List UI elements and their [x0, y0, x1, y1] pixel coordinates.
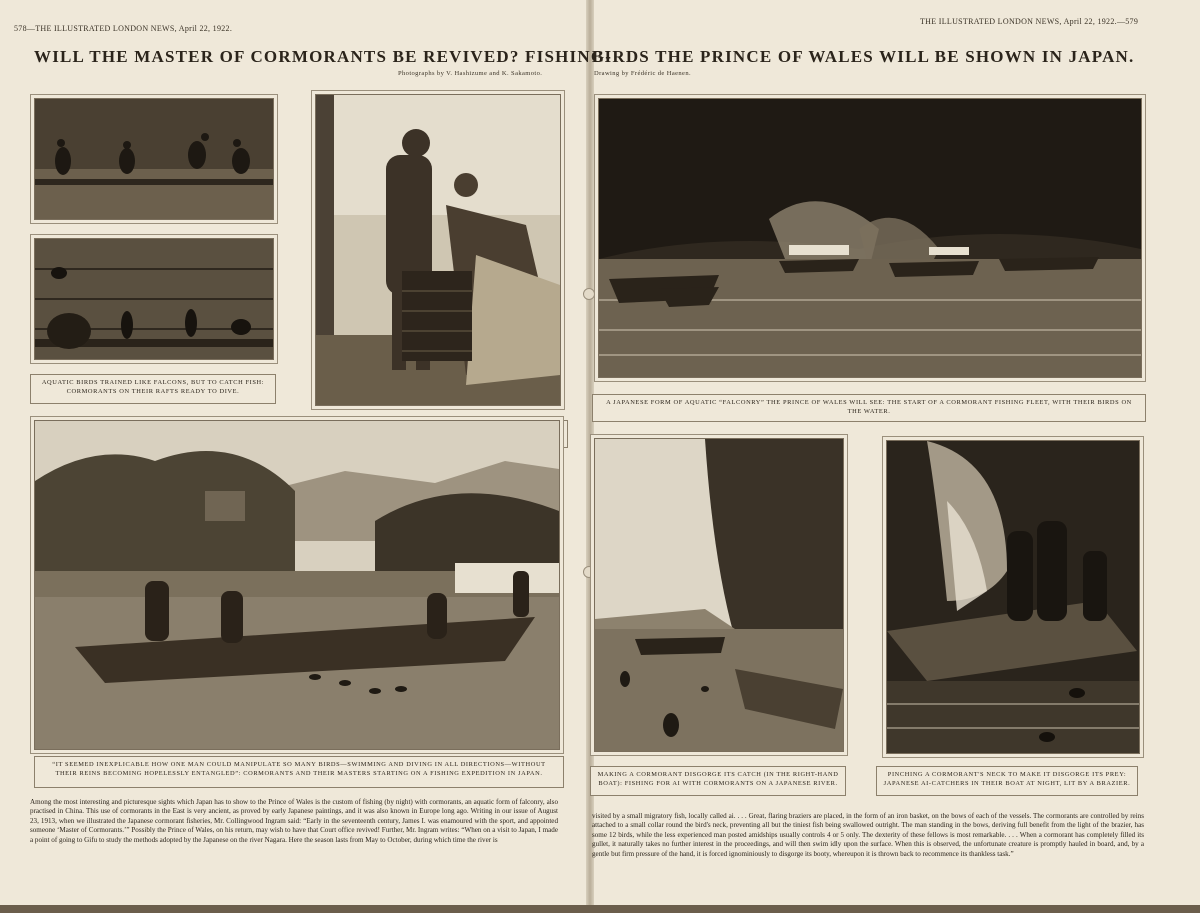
left-folio: 578—THE ILLUSTRATED LONDON NEWS, April 22, 1922. — [14, 24, 233, 33]
photo-disgorge-catch — [594, 438, 844, 752]
right-body-text: visited by a small migratory fish, locally called ai. . . . Great, flaring braziers are placed, in the form of an iron basket, on the bows of each of the vessels. The cormorants are controlled by reins attached to a small collar round the bird's neck, preventing all but the tiniest fish being swallowed outright. The man standing in the bows, deriving full benefit from the light of the brazier, has some 12 birds, while the less experienced man posted amidships usually controls 4 or 5 only. The dexterity of these fellows is most remarkable. . . . When a cormorant has completely filled its gullet, it naturally takes no further interest in the proceedings, and will then swim idly upon the surface. When this is observed, the unfortunate creature is promptly hauled in board, and, by a gentle but firm pressure of the hand, it is forced ignominiously to disgorge its booty, whereupon it is thrown back to recommence its thankless task.” — [592, 812, 1144, 858]
photo-pinching-cormorant-night — [886, 440, 1140, 754]
caption-inexplicable: “IT SEEMED INEXPLICABLE HOW ONE MAN COULD MANIPULATE SO MANY BIRDS—SWIMMING AND DIVING IN ALL DIRECTIONS—WITHOUT THEIR REINS BECOMING HOPELESSLY ENTANGLED”: CORMORANTS AND THEIR MASTERS STARTING ON A FISHING EXPEDITION IN JAPAN. — [34, 756, 564, 788]
right-headline: BIRDS THE PRINCE OF WALES WILL BE SHOWN IN JAPAN. — [592, 47, 1135, 66]
caption-rafts: AQUATIC BIRDS TRAINED LIKE FALCONS, BUT TO CATCH FISH: CORMORANTS ON THEIR RAFTS READY TO DIVE. — [30, 374, 276, 404]
caption-fleet: A JAPANESE FORM OF AQUATIC “FALCONRY” THE PRINCE OF WALES WILL SEE: THE START OF A CORMORANT FISHING FLEET, WITH THEIR BIRDS ON THE WATER. — [592, 394, 1146, 422]
photo-cormorants-on-rafts-top — [34, 98, 274, 220]
binding-stitch — [583, 288, 595, 300]
photo-cormorants-on-rafts-bottom — [34, 238, 274, 360]
left-headline: WILL THE MASTER OF CORMORANTS BE REVIVED? FISHING- — [34, 47, 613, 66]
caption-pinching: PINCHING A CORMORANT'S NECK TO MAKE IT DISGORGE ITS PREY: JAPANESE AI-CATCHERS IN THEIR BOAT AT NIGHT, LIT BY A BRAZIER. — [876, 766, 1138, 796]
drawing-credit: Drawing by Frédéric de Haenen. — [594, 70, 692, 77]
page-bottom-edge — [0, 905, 1200, 913]
photo-harnessing-cormorant — [315, 94, 561, 406]
left-body-text: Among the most interesting and picturesque sights which Japan has to show to the Prince of Wales is the custom of fishing (by night) with cormorants, an aquatic form of falconry, also practised in China. This use of cormorants in the East is very ancient, as proved by early Japanese paintings, and it was also known in Europe long ago. Writing in our issue of August 23, 1913, when we illustrated the Japanese cormorant fisheries, Mr. Collingwood Ingram said: “Early in the seventeenth century, James I. was enamoured with the sport, and appointed someone ‘Master of Cormorants.’” Possibly the Prince of Wales, on his return, may wish to have that Court office revived! Further, Mr. Ingram writes: “When on a visit to Japan, I made a point of going to Gifu to study the methods adopted by the Japanese on the river Nagara. Here the season lasts from May to October, during which time the river is — [30, 798, 558, 844]
photo-fishing-expedition — [34, 420, 560, 750]
caption-disgorge: MAKING A CORMORANT DISGORGE ITS CATCH (IN THE RIGHT-HAND BOAT): FISHING FOR AI WITH CORMORANTS ON A JAPANESE RIVER. — [590, 766, 846, 796]
photo-credit: Photographs by V. Hashizume and K. Sakamoto. — [398, 70, 543, 77]
photo-fishing-fleet-drawing — [598, 98, 1142, 378]
right-folio: THE ILLUSTRATED LONDON NEWS, April 22, 1922.—579 — [920, 17, 1139, 26]
